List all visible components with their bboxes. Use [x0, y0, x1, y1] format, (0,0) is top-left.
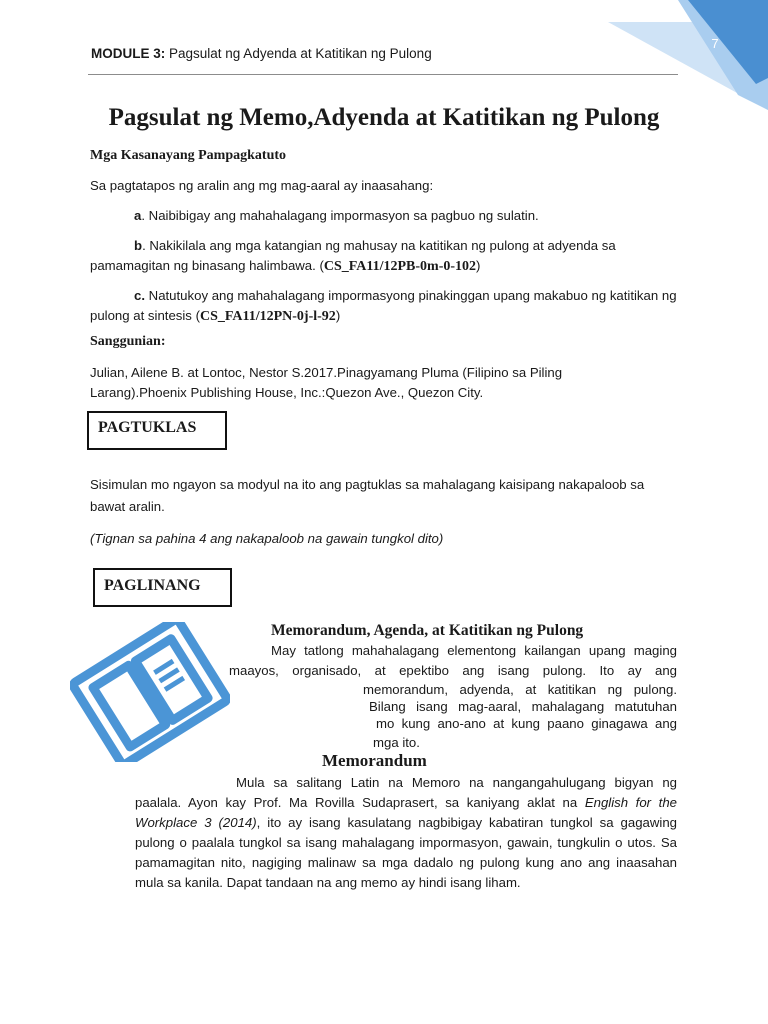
competency-code: CS_FA11/12PB-0m-0-102	[323, 259, 477, 274]
page-title: Pagsulat ng Memo,Adyenda at Katitikan ng Pulong	[108, 104, 660, 131]
intro-line-2: maayos, organisado, at epektibo ang isang pulong. Ito ay ang	[229, 663, 677, 678]
memorandum-paragraph	[135, 773, 677, 893]
references-heading: Sanggunian:	[90, 334, 166, 349]
section-title: Memorandum, Agenda, at Katitikan ng Pulong	[271, 622, 584, 639]
objective-text: Natutukoy ang mahahalagang impormasyong pinakinggan upang makabuo ng katitikan ng pulong at sintesis (	[90, 288, 677, 323]
objective-a	[90, 206, 678, 226]
memo-text: Mula sa salitang Latin na Memoro na nangangahulugang bigyan ng paalala. Ayon kay Prof. Ma Rovilla Sudaprasert, sa kaniyang aklat na	[135, 775, 677, 810]
objective-text: . Naibibigay ang mahahalagang impormasyon sa pagbuo ng sulatin.	[141, 208, 539, 223]
pagtuklas-note: (Tignan sa pahina 4 ang nakapaloob na gawain tungkol dito)	[90, 531, 444, 546]
intro-line-4: Bilang isang mag-aaral, mahalagang matutuhan	[369, 699, 677, 714]
memorandum-heading: Memorandum	[322, 751, 427, 770]
pagtuklas-text: Sisimulan mo ngayon sa modyul na ito ang pagtuklas sa mahalagang kaisipang nakapaloob sa bawat aralin.	[90, 477, 645, 514]
objective-end: )	[476, 258, 481, 273]
module-title: Pagsulat ng Adyenda at Katitikan ng Pulong	[165, 46, 432, 61]
competency-code: CS_FA11/12PN-0j-l-92	[199, 309, 336, 324]
book-title: English for the Workplace 3 (2014)	[135, 795, 677, 830]
objective-b	[90, 236, 678, 277]
objective-text: . Nakikilala ang mga katangian ng mahusay na katitikan ng pulong at adyenda sa pamamagitan ng binasang halimbawa. (	[90, 238, 616, 273]
objectives-intro: Sa pagtatapos ng aralin ang mg mag-aaral ay inaasahang:	[90, 178, 434, 193]
memo-text: , ito ay isang kasulatang nagbibigay kabatiran tungkol sa gagawing pulong o paalala tungkol sa isang mahalagang impormasyon, gawain, tungkulin o utos. Sa pamamagitan nito, nagiging malinaw sa mga dadalo ng pulong kung ano ang inaasahan mula sa kanila. Dapat tandaan na ang memo ay hindi isang liham.	[135, 815, 678, 890]
objective-letter: c.	[134, 288, 145, 303]
paglinang-label: PAGLINANG	[93, 568, 232, 607]
objective-letter: a	[134, 208, 142, 223]
objective-end: )	[335, 308, 341, 323]
header-divider	[88, 74, 678, 75]
intro-line-3: memorandum, adyenda, at katitikan ng pulong.	[363, 682, 677, 697]
page-number: 7	[711, 36, 719, 51]
pagtuklas-label: PAGTUKLAS	[87, 411, 227, 450]
objectives-heading: Mga Kasanayang Pampagkatuto	[90, 148, 287, 163]
intro-line-5: mo kung ano-ano at kung paano ginagawa ang	[376, 716, 677, 731]
intro-line-6: mga ito.	[373, 735, 420, 750]
module-label: MODULE 3:	[91, 46, 166, 61]
reference-line-2: Larang).Phoenix Publishing House, Inc.:Quezon Ave., Quezon City.	[90, 385, 484, 400]
objective-c	[90, 286, 678, 327]
corner-decoration	[588, 0, 768, 110]
objective-letter: b	[134, 238, 143, 253]
reference-line-1: Julian, Ailene B. at Lontoc, Nestor S.2017.Pinagyamang Pluma (Filipino sa Piling	[90, 365, 563, 380]
module-header	[91, 46, 432, 61]
open-book-icon	[70, 622, 230, 762]
intro-line-1: May tatlong mahahalagang elementong kailangan upang maging	[271, 643, 677, 658]
